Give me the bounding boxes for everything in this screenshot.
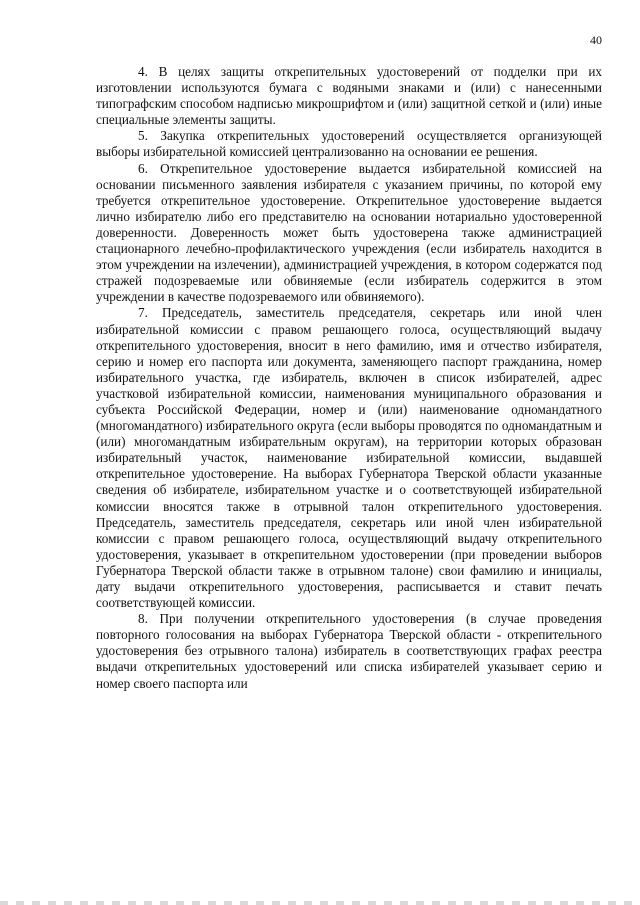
- paragraph-7: 7. Председатель, заместитель председателя, секретарь или иной член избирательной комиссии с правом решающего голоса, осуществляющий выдачу открепительного удостоверения, вносит в него фамилию, имя и отчество избирателя, серию и номер его паспорта или документа, заменяющего паспорт гражданина, номер избирательного участка, где избиратель, включен в список избирателей, адрес участковой избирательной комиссии, наименования муниципального образования и субъекта Российской Федерации, номер и (или) наименование одномандатного (многомандатного) избирательного округа (если выборы проводятся по одномандатным и (или) многомандатным избирательным округам), на территории которых образован избирательный участок, наименование избирательной комиссии, выдавшей открепительное удостоверение. На выборах Губернатора Тверской области указанные сведения об избирателе, избирательном участке и о соответствующей избирательной комиссии вносятся также в отрывной талон открепительного удостоверения. Председатель, заместитель председателя, секретарь или иной член избирательной комиссии с правом решающего голоса, осуществляющий выдачу открепительного удостоверения, указывает в открепительном удостоверении (при проведении выборов Губернатора Тверской области также в отрывном талоне) свои фамилию и инициалы, дату выдачи открепительного удостоверения, расписывается и ставит печать соответствующей комиссии.: [96, 305, 602, 611]
- paragraph-4: 4. В целях защиты открепительных удостоверений от подделки при их изготовлении используются бумага с водяными знаками и (или) с нанесенными типографским способом надписью микрошрифтом и (или) защитной сеткой и (или) иные специальные элементы защиты.: [96, 64, 602, 128]
- page-number: 40: [590, 33, 602, 47]
- paragraph-6: 6. Открепительное удостоверение выдается избирательной комиссией на основании письменного заявления избирателя с указанием причины, по которой ему требуется открепительное удостоверение. Открепительное удостоверение выдается лично избирателю либо его представителю на основании нотариально удостоверенной доверенности. Доверенность может быть удостоверена также администрацией стационарного лечебно-профилактического учреждения (если избиратель находится в этом учреждении на излечении), администрацией учреждения, в котором содержатся под стражей подозреваемые или обвиняемые (если избиратель содержится в этом учреждении в качестве подозреваемого или обвиняемого).: [96, 160, 602, 305]
- scan-bottom-edge: [0, 901, 640, 905]
- paragraph-8: 8. При получении открепительного удостоверения (в случае проведения повторного голосования на выборах Губернатора Тверской области - открепительного удостоверения без отрывного талона) избиратель в соответствующих графах реестра выдачи открепительных удостоверений или списка избирателей указывает серию и номер своего паспорта или: [96, 611, 602, 691]
- paragraph-5: 5. Закупка открепительных удостоверений осуществляется организующей выборы избирательной комиссией централизованно на основании ее решения.: [96, 128, 602, 160]
- document-body: [96, 64, 602, 692]
